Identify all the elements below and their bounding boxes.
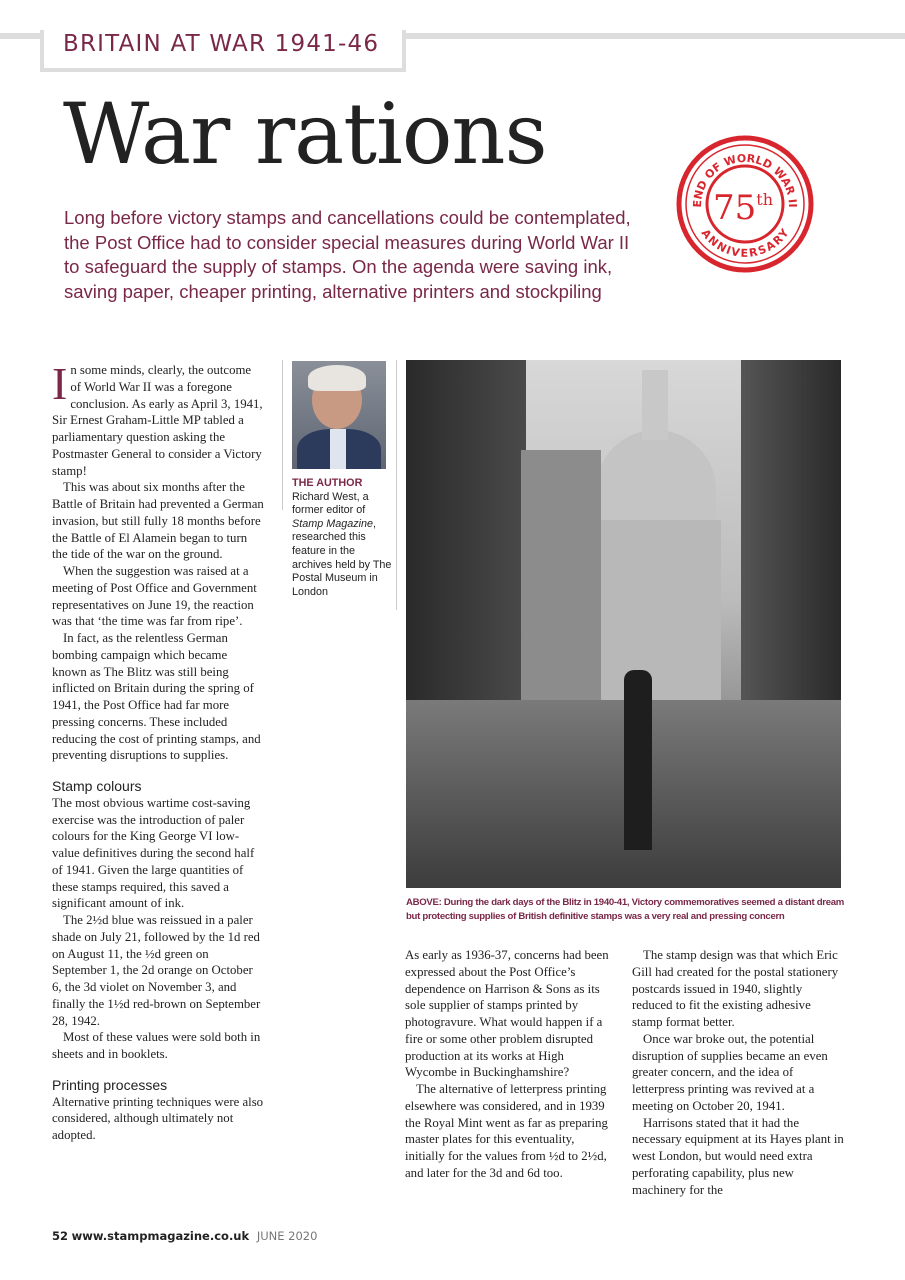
paragraph: The alternative of letterpress printing elsewhere was considered, and in 1939 the Royal Mint went as far as preparing master plates for this eventuality, initially for the values from ½d to 2½d, and later for the 3d and 6d too. bbox=[405, 1082, 608, 1180]
standfirst: Long before victory stamps and cancellations could be contemplated, the Post Office had to consider special measures during World War II to safeguard the supply of stamps. On the agenda were saving ink, saving paper, cheaper printing, alternative printers and stockpiling bbox=[64, 207, 631, 302]
website-link[interactable]: www.stampmagazine.co.uk bbox=[71, 1229, 250, 1243]
subheading: Stamp colours bbox=[52, 778, 142, 794]
author-text: , researched this feature in the archives held by The Postal Museum in London bbox=[292, 517, 392, 598]
svg-text:ANNIVERSARY: ANNIVERSARY bbox=[698, 226, 792, 260]
paragraph: n some minds, clearly, the outcome of World War II was a foregone conclusion. As early as April 3, 1941, Sir Ernest Graham-Little MP tabled a parliamentary question asking the Postmaster General to consider a Victory stamp! bbox=[52, 363, 263, 478]
svg-text:75th: 75th bbox=[713, 188, 773, 228]
paragraph: Once war broke out, the potential disruption of supplies became an even greater concern, and the idea of letterpress printing was revived at a meeting on October 20, 1941. bbox=[632, 1031, 828, 1113]
article-title: War rations bbox=[63, 85, 547, 183]
drop-cap: I bbox=[52, 358, 68, 409]
anniversary-stamp-logo bbox=[673, 134, 817, 274]
paragraph: When the suggestion was raised at a meeting of Post Office and Government representatives on June 19, the reaction was that ‘the time was far from ripe’. bbox=[52, 564, 257, 629]
subheading: Printing processes bbox=[52, 1076, 168, 1093]
svg-text:END OF WORLD WAR II: END OF WORLD WAR II bbox=[690, 151, 800, 208]
paragraph: Harrisons stated that it had the necessary equipment at its Hayes plant in west London, but would need extra perforating capability, plus new machinery for the bbox=[632, 1115, 844, 1197]
article-column-2 bbox=[405, 947, 617, 1182]
issue-date: JUNE 2020 bbox=[256, 1229, 318, 1243]
section-title: BRITAIN AT WAR 1941-46 bbox=[63, 31, 380, 57]
article-column-3 bbox=[632, 947, 844, 1198]
article-column-1 bbox=[52, 358, 264, 1144]
author-label: THE AUTHOR bbox=[292, 477, 363, 489]
author-photo bbox=[292, 361, 386, 469]
author-bio bbox=[292, 477, 392, 599]
column-divider bbox=[282, 360, 283, 510]
paragraph: Most of these values were sold both in sheets and in booklets. bbox=[52, 1030, 261, 1061]
paragraph: The 2½d blue was reissued in a paler shade on July 21, followed by the 1d red on August 11, the ½d green on September 1, the 2d orange on October 6, the 3d violet on November 3, and finally the 1½d red-brown on September 28, 1942. bbox=[52, 913, 261, 1028]
photo-caption: ABOVE: During the dark days of the Blitz in 1940-41, Victory commemoratives seemed a distant dream but protecting supplies of British definitive stamps was a very real and pressing concern bbox=[406, 897, 845, 922]
paragraph: The stamp design was that which Eric Gill had created for the postal stationery postcards issued in 1940, slightly reduced to fit the existing adhesive stamp format better. bbox=[632, 948, 839, 1029]
paragraph: Alternative printing techniques were also considered, although ultimately not adopted. bbox=[52, 1094, 264, 1142]
page-footer bbox=[52, 1229, 317, 1243]
paragraph: The most obvious wartime cost-saving exercise was the introduction of paler colours for the King George VI low-value definitives during the second half of 1941. Given the large quantities of these stamps required, this saved a significant amount of ink. bbox=[52, 795, 255, 911]
paragraph: As early as 1936-37, concerns had been expressed about the Post Office’s dependence on Harrison & Sons as its sole supplier of stamps printed by photogravure. What would happen if a fire or some other problem disrupted production at its works at High Wycombe in Buckinghamshire? bbox=[405, 948, 609, 1080]
column-divider bbox=[396, 360, 397, 610]
paragraph: This was about six months after the Battle of Britain had prevented a German invasion, but still fully 18 months before the Battle of El Alamein began to turn the tide of the war on the ground. bbox=[52, 480, 264, 562]
publication-name: Stamp Magazine bbox=[292, 517, 374, 530]
page-number: 52 bbox=[52, 1229, 69, 1243]
paragraph: In fact, as the relentless German bombing campaign which became known as The Blitz was still being inflicted on Britain during the spring of 1941, the Post Office had far more pressing concerns. These included reducing the cost of printing stamps, and preventing disruptions to supplies. bbox=[52, 631, 261, 763]
author-text: Richard West, a former editor of bbox=[292, 490, 369, 517]
blitz-photo bbox=[406, 360, 841, 888]
